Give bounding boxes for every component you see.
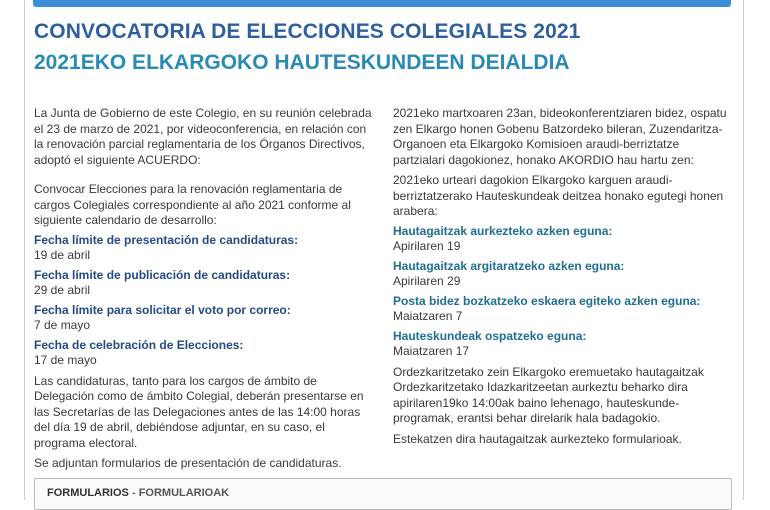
date-label-es: Fecha límite para solicitar el voto por correo: <box>34 302 291 317</box>
date-value-eu: Apirilaren 29 <box>393 274 461 288</box>
convocar-es: Convocar Elecciones para la renovación reglamentaria de cargos Colegiales correspondiente al año 2021 conforme al siguiente calendario de desarrollo: <box>34 182 351 227</box>
date-label-eu: Hautagaitzak aurkezteko azken eguna: <box>393 223 613 238</box>
forms-title-eu: FORMULARIOAK <box>138 487 230 499</box>
adjuntan-eu: Estekatzen dira hautagaitzak aurkezteko formularioak. <box>393 431 682 446</box>
convocar-eu: 2021eko urteari dagokion Elkargoko karguen araudi-berriztatzerako Hauteskundeak deitzea honako egutegi honen arabera: <box>393 173 724 218</box>
column-es <box>34 106 374 472</box>
date-label-eu: Hautagaitzak argitaratzeko azken eguna: <box>393 258 625 273</box>
forms-title <box>47 487 229 499</box>
date-label-es: Fecha de celebración de Elecciones: <box>34 337 244 352</box>
top-banner <box>33 0 731 7</box>
forms-title-es: FORMULARIOS <box>47 487 129 499</box>
date-label-es: Fecha límite de presentación de candidaturas: <box>34 232 299 247</box>
title-eu: 2021EKO ELKARGOKO HAUTESKUNDEEN DEIALDIA <box>34 51 570 74</box>
candidaturas-es: Las candidaturas, tanto para los cargos de ámbito de Delegación como de ámbito Colegial, deberán presentarse en las Secretarías de las Delegaciones antes de las 14:00 horas del día 19 de abril, debiéndose adjuntar, en su caso, el programa electoral. <box>34 373 364 450</box>
adjuntan-es: Se adjuntan formularios de presentación de candidaturas. <box>34 456 342 470</box>
date-label-es: Fecha límite de publicación de candidaturas: <box>34 267 291 282</box>
date-label-eu: Hauteskundeak ospatzeko eguna: <box>393 328 587 343</box>
forms-title-separator: - <box>131 487 136 499</box>
date-value-eu: Maiatzaren 7 <box>393 309 463 323</box>
date-value-es: 7 de mayo <box>34 318 91 332</box>
date-value-eu: Apirilaren 19 <box>393 239 461 253</box>
date-value-eu: Maiatzaren 17 <box>393 344 470 358</box>
intro-eu: 2021eko martxoaren 23an, bideokonferentziaren bidez, ospatu zen Elkargo honen Gobenu Batzordeko bileran, Zuzendaritza-Organoen eta Elkargoko Komisioen araudi-berriztatze partzialari dagokionez, honako AKORDIO hau hartu zen: <box>393 106 727 167</box>
title-es: CONVOCATORIA DE ELECCIONES COLEGIALES 2021 <box>34 20 581 43</box>
candidaturas-eu: Ordezkaritzetako zein Elkargoko eremuetako hautagaitzak Ordezkaritzetako Idazkaritzeetan aurkeztu beharko dira apirilaren19ko 14:00ak baino lehenago, hauteskunde-programak, erantsi behar direlarik hala badagokio. <box>393 364 704 425</box>
column-eu <box>393 106 733 447</box>
forms-panel[interactable] <box>34 478 732 510</box>
date-value-es: 19 de abril <box>34 248 91 262</box>
date-label-eu: Posta bidez bozkatzeko eskaera egiteko azken eguna: <box>393 293 701 308</box>
intro-es: La Junta de Gobierno de este Colegio, en su reunión celebrada el 23 de marzo de 2021, por videoconferencia, en relación con la renovación parcial reglamentaria de los Órganos Directivos, adoptó el siguiente ACUERDO: <box>34 106 372 167</box>
date-value-es: 17 de mayo <box>34 353 97 367</box>
date-value-es: 29 de abril <box>34 283 91 297</box>
